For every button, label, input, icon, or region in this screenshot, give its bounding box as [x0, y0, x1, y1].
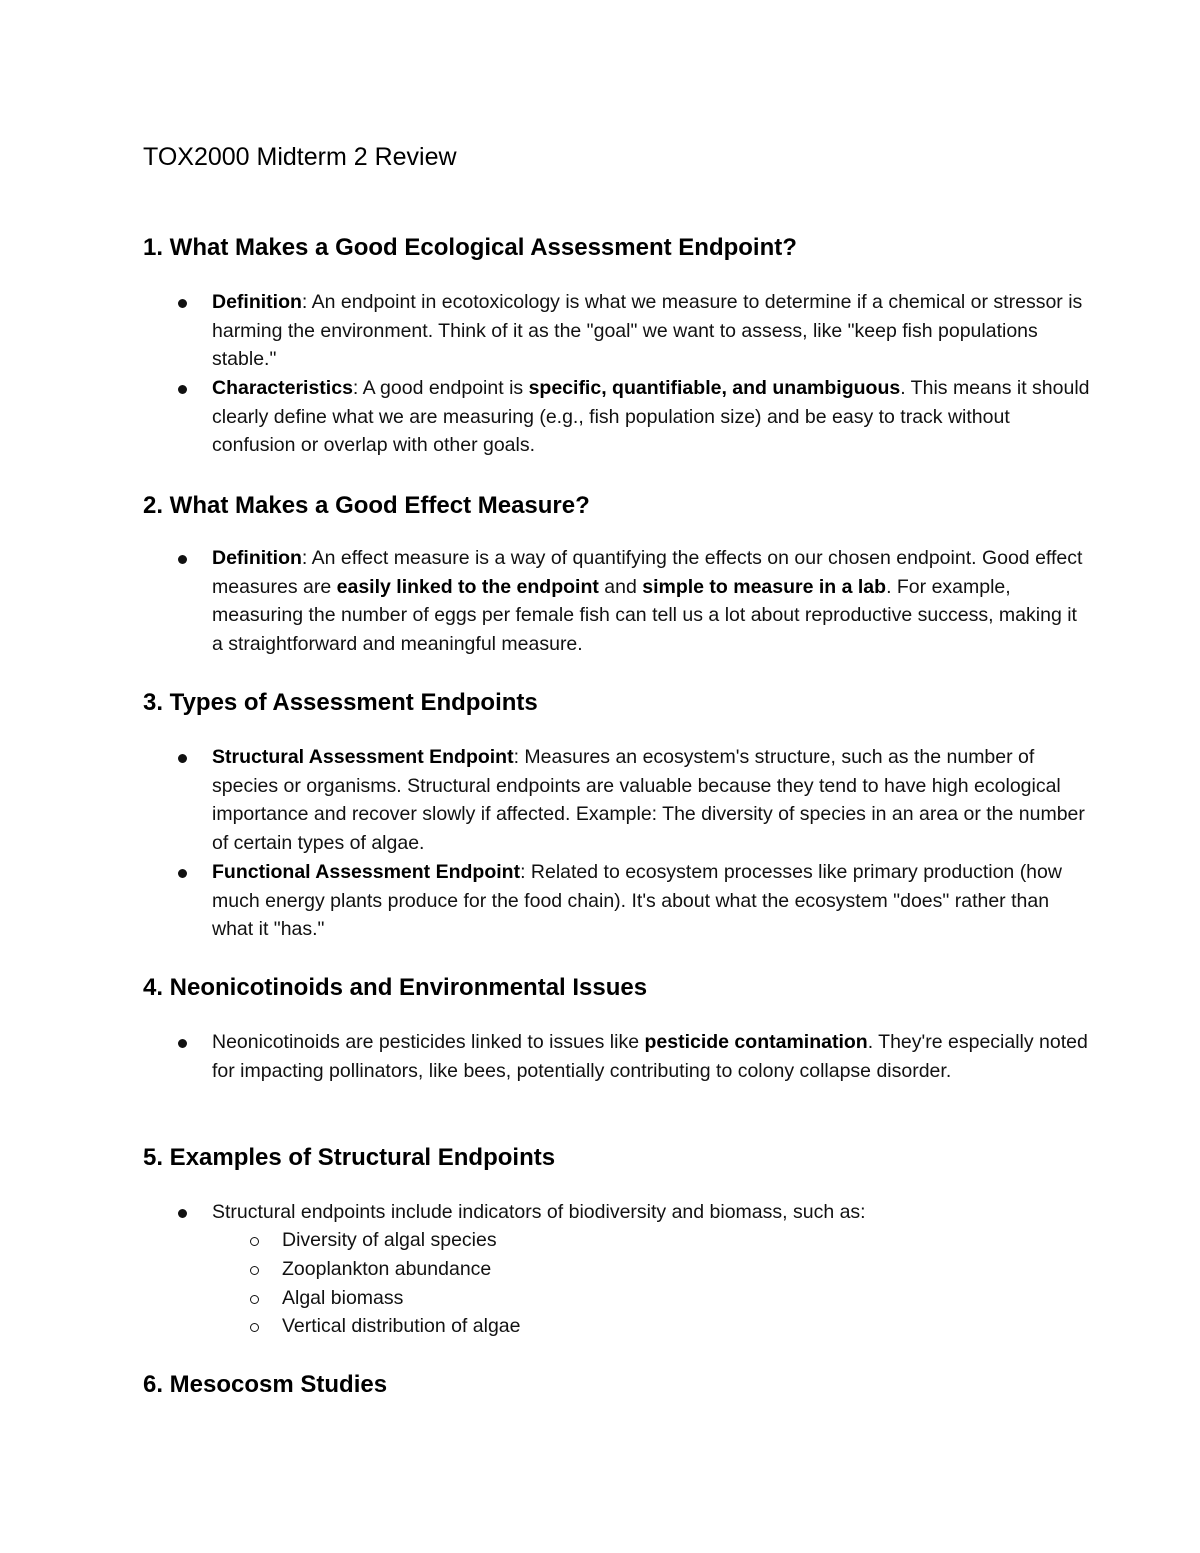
item-text: : A good endpoint is — [352, 377, 529, 399]
list-item-definition-effect-measure — [212, 544, 1092, 659]
section-heading-3: 3. Types of Assessment Endpoints — [143, 689, 538, 716]
sub-list-item: Diversity of algal species — [282, 1229, 497, 1251]
sub-list-item: Zooplankton abundance — [282, 1258, 492, 1280]
bullet-icon — [178, 1039, 187, 1048]
item-text: . For example, measuring the number of eggs per female fish can tell us a lot about reproductive success, making it a straightforward and meaningful measure. — [212, 575, 1077, 656]
item-text: : Measures an ecosystem's structure, such as the number of species or organisms. Structural endpoints are valuable because they tend to have high ecological importance and recover slowly if affected. Example: The diversity of species in an area or the number of certain types of algae. — [212, 746, 1085, 855]
section-heading-4: 4. Neonicotinoids and Environmental Issues — [143, 974, 648, 1001]
item-emphasis: simple to measure in a lab — [642, 575, 887, 598]
list-item-structural-examples: Structural endpoints include indicators of biodiversity and biomass, such as: — [212, 1201, 866, 1223]
bullet-icon — [178, 1209, 187, 1218]
hollow-bullet-icon — [250, 1323, 259, 1332]
item-text: and — [598, 575, 643, 598]
item-text: . This means it should clearly define what we are measuring (e.g., fish population size) and be easy to track without confusion or overlap with other goals. — [212, 377, 1090, 457]
hollow-bullet-icon — [250, 1295, 259, 1304]
section-heading-5: 5. Examples of Structural Endpoints — [143, 1144, 556, 1171]
item-emphasis: easily linked to the endpoint — [336, 575, 599, 598]
bullet-icon — [178, 299, 187, 308]
item-emphasis: specific, quantifiable, and unambiguous — [528, 377, 901, 399]
bullet-icon — [178, 869, 187, 878]
hollow-bullet-icon — [250, 1266, 259, 1275]
item-emphasis: pesticide contamination — [644, 1031, 868, 1053]
list-item-characteristics — [212, 374, 1092, 460]
item-lead: Structural Assessment Endpoint — [212, 746, 514, 768]
item-text: : Related to ecosystem processes like primary production (how much energy plants produce for the food chain). It's about what the ecosystem "does" rather than what it "has." — [212, 861, 1062, 941]
item-text: Neonicotinoids are pesticides linked to issues like — [212, 1031, 645, 1053]
item-text: : An endpoint in ecotoxicology is what we measure to determine if a chemical or stressor is harming the environment. Think of it as the "goal" we want to assess, like "keep fish populations stable." — [212, 291, 1083, 371]
sub-list-item: Vertical distribution of algae — [282, 1315, 521, 1337]
item-lead: Characteristics — [212, 377, 353, 399]
sub-list-item: Algal biomass — [282, 1287, 404, 1309]
section-heading-2: 2. What Makes a Good Effect Measure? — [143, 492, 590, 519]
item-lead: Functional Assessment Endpoint — [212, 861, 521, 883]
bullet-icon — [178, 555, 187, 564]
hollow-bullet-icon — [250, 1237, 259, 1246]
item-text: . They're especially noted for impacting pollinators, like bees, potentially contributing to colony collapse disorder. — [212, 1031, 1088, 1082]
document-title: TOX2000 Midterm 2 Review — [143, 143, 457, 171]
bullet-icon — [178, 754, 187, 763]
list-item-neonicotinoids — [212, 1028, 1092, 1085]
bullet-icon — [178, 385, 187, 394]
list-item-functional-endpoint — [212, 858, 1092, 944]
list-item-definition-endpoint — [212, 288, 1092, 374]
item-lead: Definition — [212, 291, 302, 313]
section-heading-1: 1. What Makes a Good Ecological Assessment Endpoint? — [143, 234, 797, 261]
list-item-structural-endpoint — [212, 743, 1092, 858]
item-text: : An effect measure is a way of quantifying the effects on our chosen endpoint. Good effect measures are — [212, 547, 1083, 598]
section-heading-6: 6. Mesocosm Studies — [143, 1371, 388, 1398]
item-lead: Definition — [212, 547, 302, 569]
